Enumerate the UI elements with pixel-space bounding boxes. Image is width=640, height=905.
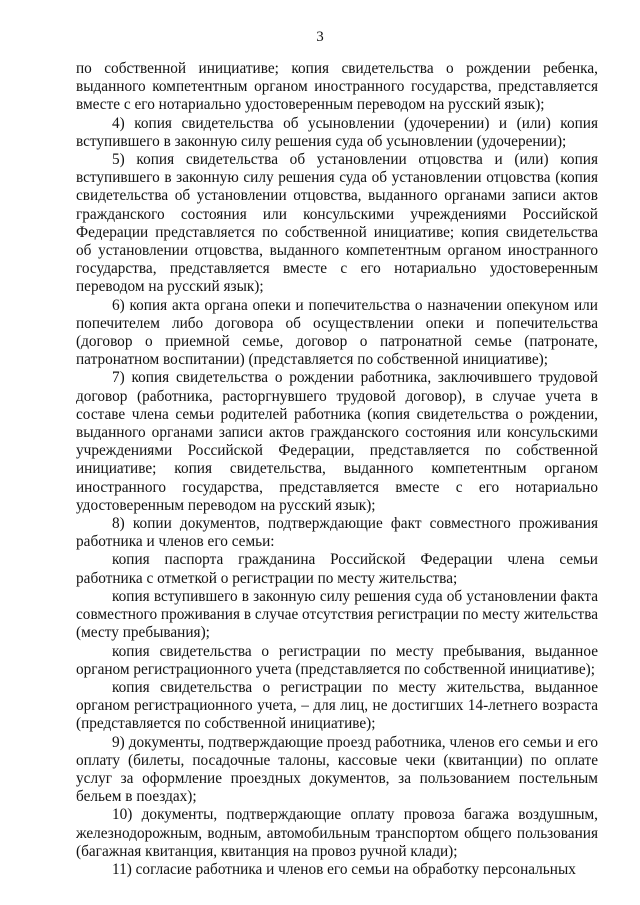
- paragraph-item-11: 11) согласие работника и членов его семьи на обработку персональных: [112, 860, 576, 878]
- paragraph-item-7: 7) копия свидетельства о рождении работника, заключившего трудовой договор (работника, расторгнувшего трудовой договор), в случае учета в составе члена семьи родителей работника (копия свидетельства о рождении, выданного органами записи актов гражданского состояния или консульскими учреждениями Российской Федерации, представляется по собственной инициативе; копия свидетельства, выданного компетентным органом иностранного государства, представляется вместе с его нотариально удостоверенным переводом на русский язык);: [76, 369, 598, 514]
- paragraph-item-5: 5) копия свидетельства об установлении отцовства и (или) копия вступившего в законную силу решения суда об установлении отцовства (копия свидетельства об установлении отцовства, выданного органами записи актов гражданского состояния или консульскими учреждениями Российской Федерации представляется по собственной инициативе; копия свидетельства об установлении отцовства, выданного компетентным органом иностранного государства, представляется вместе с его нотариально удостоверенным переводом на русский язык);: [76, 151, 598, 296]
- paragraph-item-9: 9) документы, подтверждающие проезд работника, членов его семьи и его оплату (билеты, посадочные талоны, кассовые чеки (квитанции) по оплате услуг за оформление проездных документов, за пользованием постельным бельем в поездах);: [76, 733, 598, 806]
- paragraph-item-8-stay-registration: копия свидетельства о регистрации по месту пребывания, выданное органом регистрационного учета (представляется по собственной инициативе);: [76, 642, 598, 678]
- paragraph-item-10: 10) документы, подтверждающие оплату провоза багажа воздушным, железнодорожным, водным, автомобильным транспортом общего пользования (багажная квитанция, квитанция на провоз ручной клади);: [76, 806, 598, 860]
- paragraph-continuation: по собственной инициативе; копия свидетельства о рождении ребенка, выданного компетентным органом иностранного государства, представляется вместе с его нотариально удостоверенным переводом на русский язык);: [76, 60, 598, 114]
- paragraph-item-6: 6) копия акта органа опеки и попечительства о назначении опекуном или попечителем либо договора об осуществлении опеки и попечительства (договор о приемной семье, договор о патронатной семье (патронате, патронатном воспитании) (представляется по собственной инициативе);: [76, 296, 598, 369]
- paragraph-item-8-court-decision: копия вступившего в законную силу решения суда об установлении факта совместного проживания в случае отсутствия регистрации по месту жительства (месту пребывания);: [76, 587, 598, 642]
- paragraph-item-4: 4) копия свидетельства об усыновлении (удочерении) и (или) копия вступившего в законную силу решения суда об усыновлении (удочерении);: [76, 114, 598, 150]
- page-number: 3: [316, 29, 324, 45]
- paragraph-item-8-residence-registration: копия свидетельства о регистрации по месту жительства, выданное органом регистрационного учета, – для лиц, не достигших 14-летнего возраста (представляется по собственной инициативе);: [76, 678, 598, 733]
- document-body: [76, 60, 598, 879]
- paragraph-item-8: 8) копии документов, подтверждающие факт совместного проживания работника и членов его семьи:: [76, 515, 598, 551]
- paragraph-item-8-passport: копия паспорта гражданина Российской Федерации члена семьи работника с отметкой о регистрации по месту жительства;: [76, 551, 598, 587]
